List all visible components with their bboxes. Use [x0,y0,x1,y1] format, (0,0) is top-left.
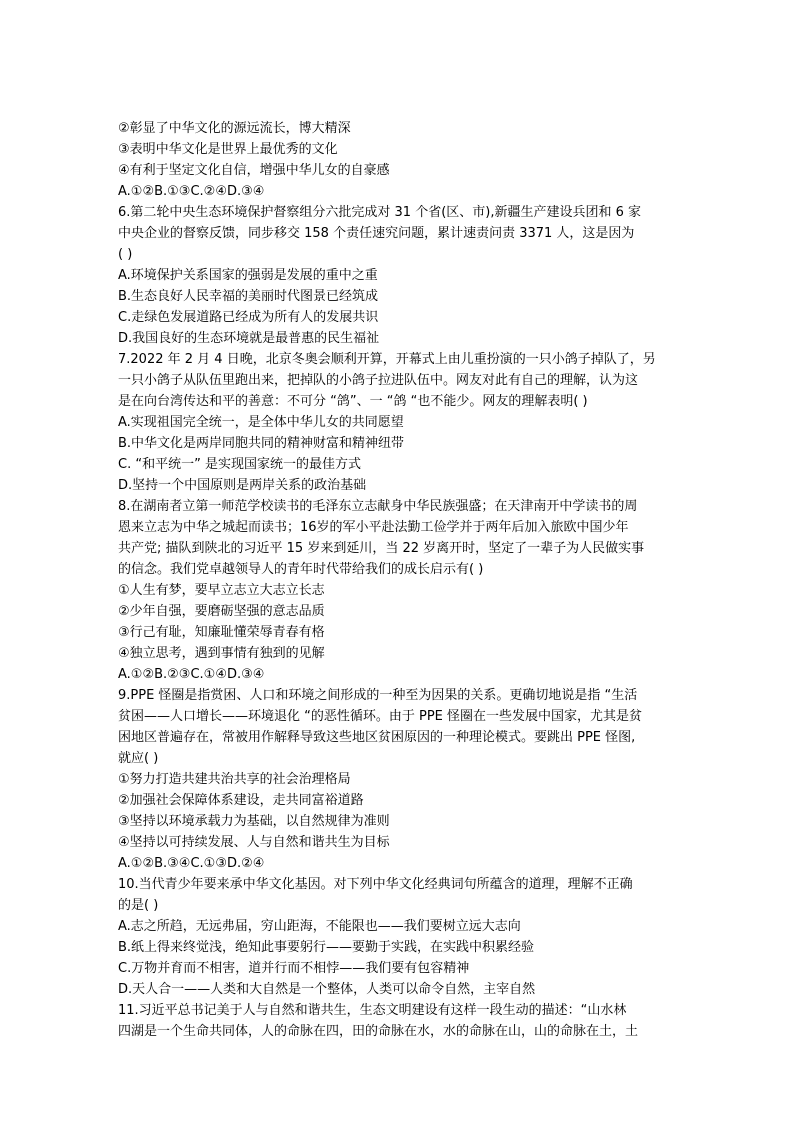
text-line: ②少年自强，要磨砺坚强的意志品质 [118,604,325,619]
text-line: A.①②B.②③C.①④D.③④ [118,667,265,682]
text-line: D.我国良好的生态环境就是最普惠的民生福祉 [118,331,380,346]
text-line: ③坚持以环境承载力为基础，以自然规律为准则 [118,814,390,829]
text-line: A.志之所趋，无远弗届，穷山距海，不能限也——我们要树立远大志向 [118,919,521,934]
text-line: C.万物并育而不相害，道并行而不相悖——我们要有包容精神 [118,961,470,976]
text-line: A.环境保护关系国家的强弱是发展的重中之重 [118,268,378,283]
text-line: ④独立思考，遇到事情有独到的见解 [118,646,325,661]
text-line: 的信念。我们党卓越领导人的青年时代带给我们的成长启示有( ) [118,562,484,577]
text-line: 共产党; 描队到陕北的习近平 15 岁来到延川，当 22 岁离开时，坚定了一辈子为人民做实事 [118,541,645,556]
text-line: ②彰显了中华文化的源远流长，博大精深 [118,121,351,136]
text-line: 是在向台湾传达和平的善意：不可分 “鸽”、一 “鸽 “也不能少。网友的理解表明( ) [118,394,588,409]
text-line: ①人生有梦，要早立志立大志立长志 [118,583,325,598]
text-line: 一只小鸽子从队伍里跑出来，把掉队的小鸽子拉进队伍中。网友对此有自己的理解，认为这 [118,373,639,388]
text-line: 恩来立志为中华之城起而读书；16岁的军小平赴法勤工俭学并于两年后加入旅欧中国少年 [118,520,629,535]
text-line: B.中华文化是两岸同胞共同的精神财富和精神纽带 [118,436,405,451]
text-line: ④坚持以可持续发展、人与自然和谐共生为目标 [118,835,390,850]
text-line: 8.在湖南者立第一师范学校读书的毛泽东立志献身中华民族强盛；在天津南开中学读书的周 [118,499,638,514]
text-line: A.实现祖国完全统一，是全体中华儿女的共同愿望 [118,415,404,430]
text-line: B.纸上得来终觉浅，绝知此事要躬行——要勤于实践，在实践中积累经验 [118,940,535,955]
exam-page [118,118,684,1042]
text-line: D.坚持一个中国原则是两岸关系的政治基础 [118,478,367,493]
text-line: 就应( ) [118,751,159,766]
text-line: ①努力打造共建共治共享的社会治理格局 [118,772,351,787]
text-line: 贫困——人口增长——环境退化 “的恶性循环。由于 PPE 怪圈在一些发展中国家，尤其是贫 [118,709,643,724]
text-line: ③行己有耻，知廉耻懂荣辱青春有格 [118,625,325,640]
text-line: 困地区普遍存在，常被用作解释导致这些地区贫困原因的一种理论模式。要跳出 PPE 怪图, [118,730,636,745]
text-line: 7.2022 年 2 月 4 日晚，北京冬奥会顺利开算，开幕式上由儿重扮演的一只小鸽子掉队了，另 [118,352,656,367]
text-line: B.生态良好人民幸福的美丽时代图景已经筑成 [118,289,379,304]
text-line: ②加强社会保障体系建设，走共同富裕道路 [118,793,364,808]
text-line: 四湖是一个生命共同体，人的命脉在四，田的命脉在水，水的命脉在山，山的命脉在土，土 [118,1024,639,1039]
text-line: 6.第二轮中央生态环境保护督察组分六批完成对 31 个省(区、市),新疆生产建设兵团和 6 家 [118,205,642,220]
text-line: ③表明中华文化是世界上最优秀的文化 [118,142,338,157]
text-line: C.走绿色发展道路已经成为所有人的发展共识 [118,310,379,325]
text-line: 11.习近平总书记美于人与自然和谐共生，生态文明建设有这样一段生动的描述：“山水林 [118,1003,627,1018]
text-line: 中央企业的督察反馈，同步移交 158 个责任速究问题，累计速责问责 3371 人，这是因为 [118,226,635,241]
text-line: 的是( ) [118,898,159,913]
text-line: A.①②B.①③C.②④D.③④ [118,184,265,199]
text-line: 9.PPE 怪圈是指赏困、人口和环境之间形成的一种至为因果的关系。更确切地说是指 “生活 [118,688,638,703]
text-line: D.天人合一——人类和大自然是一个整体，人类可以命令自然，主宰自然 [118,982,536,997]
text-line: ( ) [118,247,133,262]
text-line: A.①②B.③④C.①③D.②④ [118,856,265,871]
text-line: 10.当代青少年要来承中华文化基因。对下列中华文化经典词句所蕴含的道理，理解不正确 [118,877,633,892]
text-line: ④有利于坚定文化自信，增强中华儿女的自豪感 [118,163,390,178]
text-line: C. “和平统一” 是实现国家统一的最佳方式 [118,457,361,472]
